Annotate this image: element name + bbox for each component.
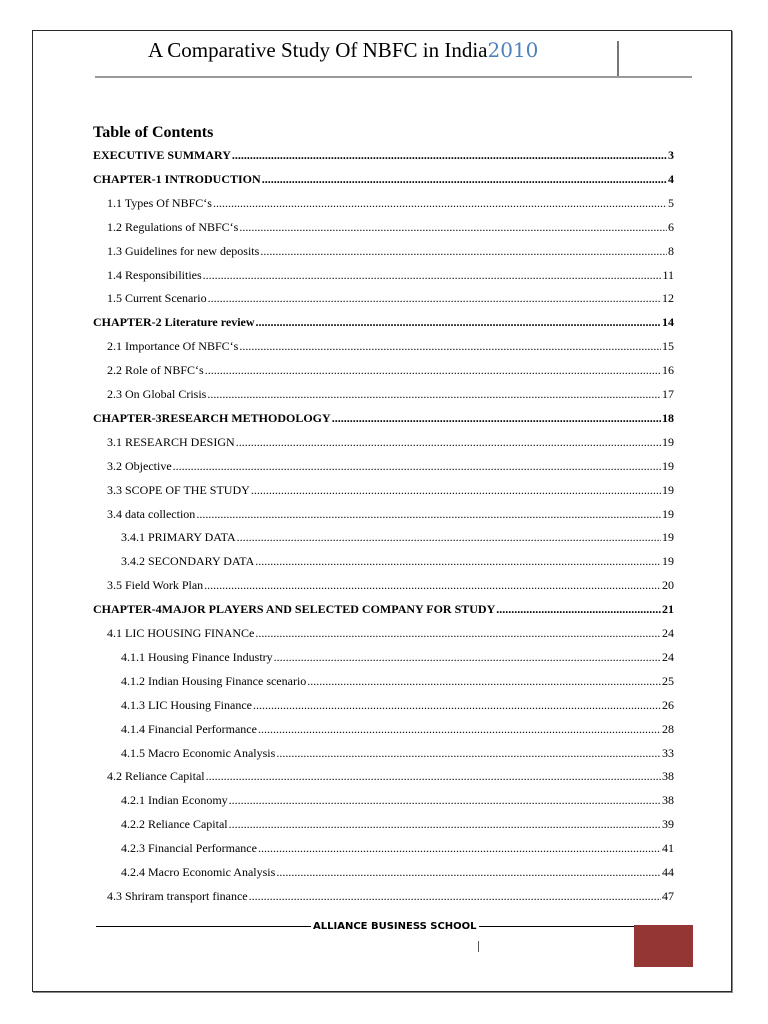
toc-entry-title: CHAPTER-4MAJOR PLAYERS AND SELECTED COMPANY FOR STUDY: [93, 602, 496, 617]
toc-entry[interactable]: [121, 860, 674, 880]
toc-entry-title: 4.1.1 Housing Finance Industry: [121, 649, 273, 664]
toc-entry-page: 12: [662, 291, 674, 306]
toc-entry-title: 4.2.4 Macro Economic Analysis: [121, 865, 276, 879]
toc-entry-page: 41: [662, 841, 674, 856]
toc-entry[interactable]: [107, 884, 674, 904]
toc-entry-page: 3: [668, 148, 674, 162]
toc-dot-leader: [205, 363, 661, 378]
toc-entry[interactable]: [107, 621, 674, 641]
toc-entry-title: 1.5 Current Scenario: [107, 291, 207, 306]
toc-entry[interactable]: [121, 549, 674, 569]
toc-entry-page: 19: [662, 434, 674, 449]
toc-entry[interactable]: [121, 836, 674, 856]
toc-entry-page: 6: [668, 219, 674, 234]
toc-entry-title: 4.2.2 Reliance Capital: [121, 817, 228, 832]
toc-entry-page: 15: [662, 339, 674, 354]
toc-entry-page: 19: [662, 482, 674, 497]
toc-entry-title: CHAPTER-2 Literature review: [93, 315, 255, 330]
toc-dot-leader: [251, 483, 661, 498]
toc-entry-page: 4: [668, 171, 674, 186]
toc-entry-page: 24: [662, 626, 674, 640]
toc-entry-title: 1.4 Responsibilities: [107, 267, 202, 282]
toc-dot-leader: [203, 268, 662, 283]
toc-entry[interactable]: [93, 143, 674, 163]
toc-entry-title: 2.3 On Global Crisis: [107, 387, 207, 401]
toc-entry[interactable]: [107, 478, 674, 498]
toc-dot-leader: [249, 889, 661, 904]
toc-dot-leader: [255, 554, 661, 569]
toc-entry-title: 4.2 Reliance Capital: [107, 769, 205, 784]
toc-entry-title: 4.1.5 Macro Economic Analysis: [121, 745, 276, 760]
toc-entry-title: 4.2.1 Indian Economy: [121, 793, 228, 808]
toc-entry[interactable]: [107, 502, 674, 522]
toc-entry-page: 11: [662, 267, 674, 282]
toc-entry-page: 14: [662, 315, 674, 330]
toc-entry-page: 20: [662, 578, 674, 593]
toc-entry[interactable]: [107, 430, 674, 450]
toc-entry-page: 19: [662, 458, 674, 473]
toc-entry-title: 1.1 Types Of NBFC‘s: [107, 195, 212, 210]
toc-entry-page: 8: [668, 243, 674, 258]
toc-entry-title: 4.1.3 LIC Housing Finance: [121, 697, 252, 712]
toc-heading: Table of Contents: [93, 124, 214, 141]
toc-dot-leader: [258, 841, 661, 856]
header-vertical-bar: [617, 41, 619, 76]
toc-entry-title: 3.2 Objective: [107, 458, 172, 473]
header-title-text: A Comparative Study Of NBFC in India: [148, 38, 488, 62]
toc-entry[interactable]: [107, 334, 674, 354]
toc-entry[interactable]: [121, 741, 674, 761]
toc-dot-leader: [208, 291, 661, 306]
toc-dot-leader: [258, 722, 661, 737]
toc-entry-title: 4.1 LIC HOUSING FINANCe: [107, 626, 255, 640]
toc-dot-leader: [332, 411, 661, 426]
toc-entry[interactable]: [121, 717, 674, 737]
toc-dot-leader: [253, 698, 661, 713]
toc-entry[interactable]: [121, 693, 674, 713]
toc-entry-title: 3.4.2 SECONDARY DATA: [121, 554, 255, 569]
toc-dot-leader: [229, 817, 661, 832]
toc-dot-leader: [237, 530, 661, 545]
footer-school-name: ALLIANCE BUSINESS SCHOOL: [313, 921, 477, 932]
toc-dot-leader: [232, 148, 667, 163]
toc-entry[interactable]: [107, 573, 674, 593]
toc-entry-title: 2.1 Importance Of NBFC‘s: [107, 339, 239, 354]
toc-entry[interactable]: [121, 812, 674, 832]
toc-entry-page: 17: [662, 387, 674, 401]
toc-dot-leader: [229, 793, 661, 808]
toc-dot-leader: [274, 650, 661, 665]
toc-entry-title: 3.1 RESEARCH DESIGN: [107, 434, 235, 449]
toc-entry[interactable]: [107, 286, 674, 306]
toc-entry-page: 19: [662, 530, 674, 545]
document-header-title: [148, 38, 538, 63]
toc-entry-title: 4.1.4 Financial Performance: [121, 721, 257, 736]
toc-dot-leader: [260, 244, 667, 259]
toc-dot-leader: [496, 602, 661, 617]
toc-entry-page: 47: [662, 888, 674, 903]
toc-entry[interactable]: [107, 191, 674, 211]
toc-entry-title: 1.3 Guidelines for new deposits: [107, 243, 260, 258]
toc-dot-leader: [196, 507, 661, 522]
toc-entry-page: 24: [662, 649, 674, 664]
toc-entry-page: 28: [662, 721, 674, 736]
toc-entry[interactable]: [93, 597, 674, 617]
toc-dot-leader: [213, 196, 667, 211]
toc-entry[interactable]: [121, 525, 674, 545]
toc-dot-leader: [173, 459, 661, 474]
toc-entry[interactable]: [121, 788, 674, 808]
toc-entry-title: 2.2 Role of NBFC‘s: [107, 363, 204, 378]
toc-dot-leader: [255, 626, 661, 641]
toc-dot-leader: [256, 315, 661, 330]
toc-entry-page: 38: [662, 769, 674, 784]
toc-entry[interactable]: [107, 215, 674, 235]
toc-dot-leader: [307, 674, 661, 689]
toc-entry-title: 4.2.3 Financial Performance: [121, 841, 257, 856]
toc-dot-leader: [276, 865, 661, 880]
toc-entry[interactable]: [93, 310, 674, 330]
toc-entry-title: CHAPTER-3RESEARCH METHODOLOGY: [93, 410, 331, 425]
toc-dot-leader: [207, 387, 661, 402]
toc-entry[interactable]: [107, 358, 674, 378]
toc-entry-page: 39: [662, 817, 674, 832]
toc-entry-page: 25: [662, 673, 674, 688]
toc-entry[interactable]: [107, 454, 674, 474]
toc-dot-leader: [239, 339, 661, 354]
toc-entry-title: 1.2 Regulations of NBFC‘s: [107, 219, 239, 234]
toc-dot-leader: [239, 220, 667, 235]
header-year: 2010: [487, 38, 539, 62]
footer-color-box: [634, 925, 693, 967]
toc-entry[interactable]: [107, 382, 674, 402]
footer-page-tick: [478, 941, 479, 952]
toc-entry-page: 33: [662, 745, 674, 760]
toc-dot-leader: [276, 746, 661, 761]
toc-entry[interactable]: [121, 645, 674, 665]
toc-dot-leader: [262, 172, 667, 187]
toc-entry[interactable]: [93, 167, 674, 187]
toc-entry-page: 38: [662, 793, 674, 808]
toc-entry-title: 3.3 SCOPE OF THE STUDY: [107, 482, 250, 497]
toc-entry[interactable]: [93, 406, 674, 426]
toc-entry-page: 18: [662, 410, 674, 425]
toc-entry[interactable]: [107, 764, 674, 784]
toc-entry-page: 19: [662, 506, 674, 521]
toc-entry-title: 3.5 Field Work Plan: [107, 578, 204, 593]
toc-entry-title: 3.4.1 PRIMARY DATA: [121, 530, 236, 545]
toc-entry-title: 4.3 Shriram transport finance: [107, 888, 248, 903]
toc-entry-title: EXECUTIVE SUMMARY: [93, 148, 231, 162]
toc-entry-page: 19: [662, 554, 674, 569]
toc-dot-leader: [206, 769, 661, 784]
toc-entry-title: 3.4 data collection: [107, 506, 196, 521]
toc-dot-leader: [204, 578, 661, 593]
toc-entry-title: CHAPTER-1 INTRODUCTION: [93, 171, 261, 186]
toc-entry-title: 4.1.2 Indian Housing Finance scenario: [121, 673, 307, 688]
toc-entry-page: 26: [662, 697, 674, 712]
header-rule: [95, 76, 692, 78]
toc-entry[interactable]: [121, 669, 674, 689]
toc-entry-page: 21: [662, 602, 674, 617]
toc-entry-page: 44: [662, 865, 674, 879]
toc-entry[interactable]: [107, 263, 674, 283]
toc-entry[interactable]: [107, 239, 674, 259]
toc-dot-leader: [236, 435, 661, 450]
toc-entry-page: 16: [662, 363, 674, 378]
toc-entry-page: 5: [668, 195, 674, 210]
